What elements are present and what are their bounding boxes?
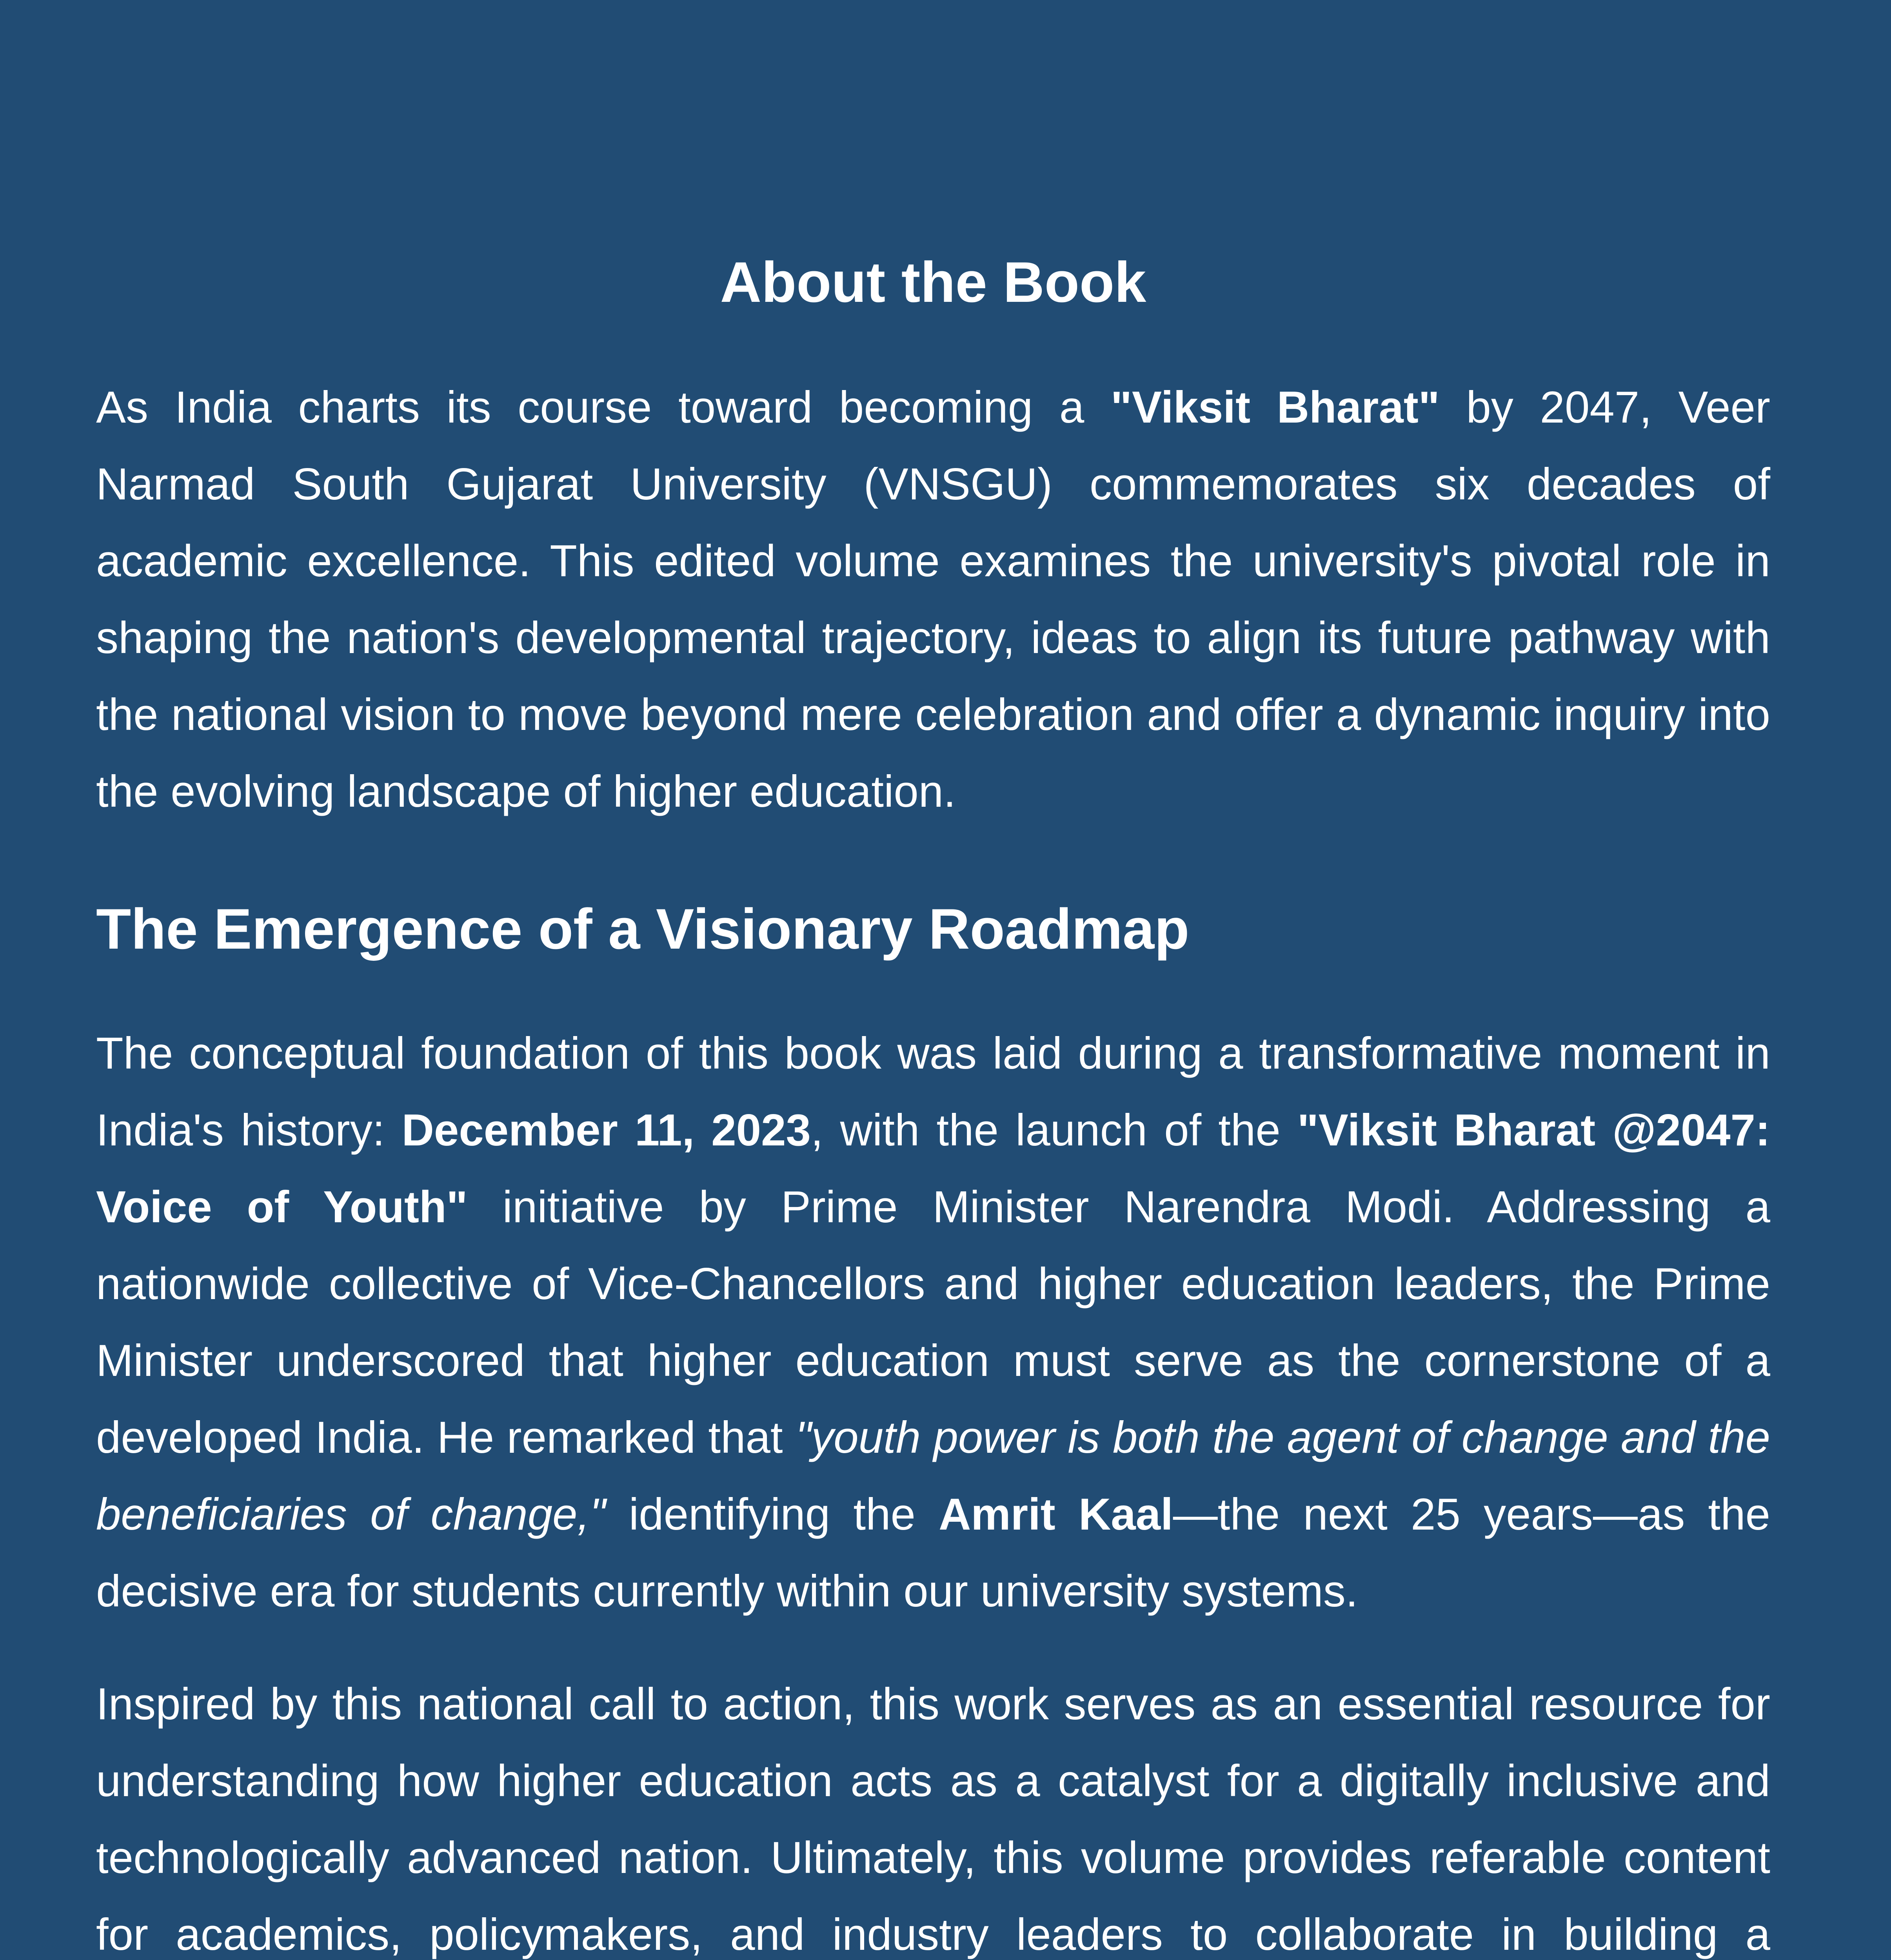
text-segment: As India charts its course toward becoming a	[96, 383, 1111, 432]
text-segment: The conceptual foundation of this book was laid during a transformative moment in India's history:	[96, 1029, 1770, 1155]
text-segment: December 11, 2023	[401, 1105, 811, 1155]
roadmap-paragraph-1	[96, 1015, 1770, 1630]
text-segment: "youth power is both the agent of change and the beneficiaries of change,"	[96, 1413, 1771, 1539]
text-segment: —the next 25 years—as the decisive era for students currently within our university systems.	[96, 1490, 1770, 1616]
text-segment: by 2047, Veer Narmad South Gujarat University (VNSGU) commemorates six decades of academic excellence. This edited volume examines the university's pivotal role in shaping the nation's developmental trajectory, ideas to align its future pathway with the national vision to move beyond mere celebration and offer a dynamic inquiry into the evolving landscape of higher education.	[96, 383, 1770, 817]
text-segment: initiative by Prime Minister Narendra Modi. Addressing a nationwide collective of Vice-Chancellors and higher education leaders, the Prime Minister underscored that higher education must serve as the cornerstone of a developed India. He remarked that	[96, 1182, 1770, 1463]
text-segment: "Viksit Bharat @2047: Voice of Youth"	[96, 1105, 1770, 1232]
text-segment: Inspired by this national call to action, this work serves as an essential resource for understanding how higher education acts as a catalyst for a digitally inclusive and technologically advanced nation. Ultimately, this volume provides referable content for academics, policymakers, and industry leaders to collaborate in building a	[96, 1679, 1770, 1960]
text-segment: identifying the	[605, 1490, 939, 1539]
roadmap-title: The Emergence of a Visionary Roadmap	[96, 897, 1190, 961]
about-paragraph	[96, 369, 1770, 830]
about-title: About the Book	[720, 250, 1146, 314]
text-segment: , with the launch of the	[810, 1105, 1297, 1155]
roadmap-paragraph-2	[96, 1666, 1770, 1960]
text-segment: Amrit Kaal	[939, 1490, 1173, 1539]
text-segment: "Viksit Bharat"	[1110, 383, 1440, 432]
